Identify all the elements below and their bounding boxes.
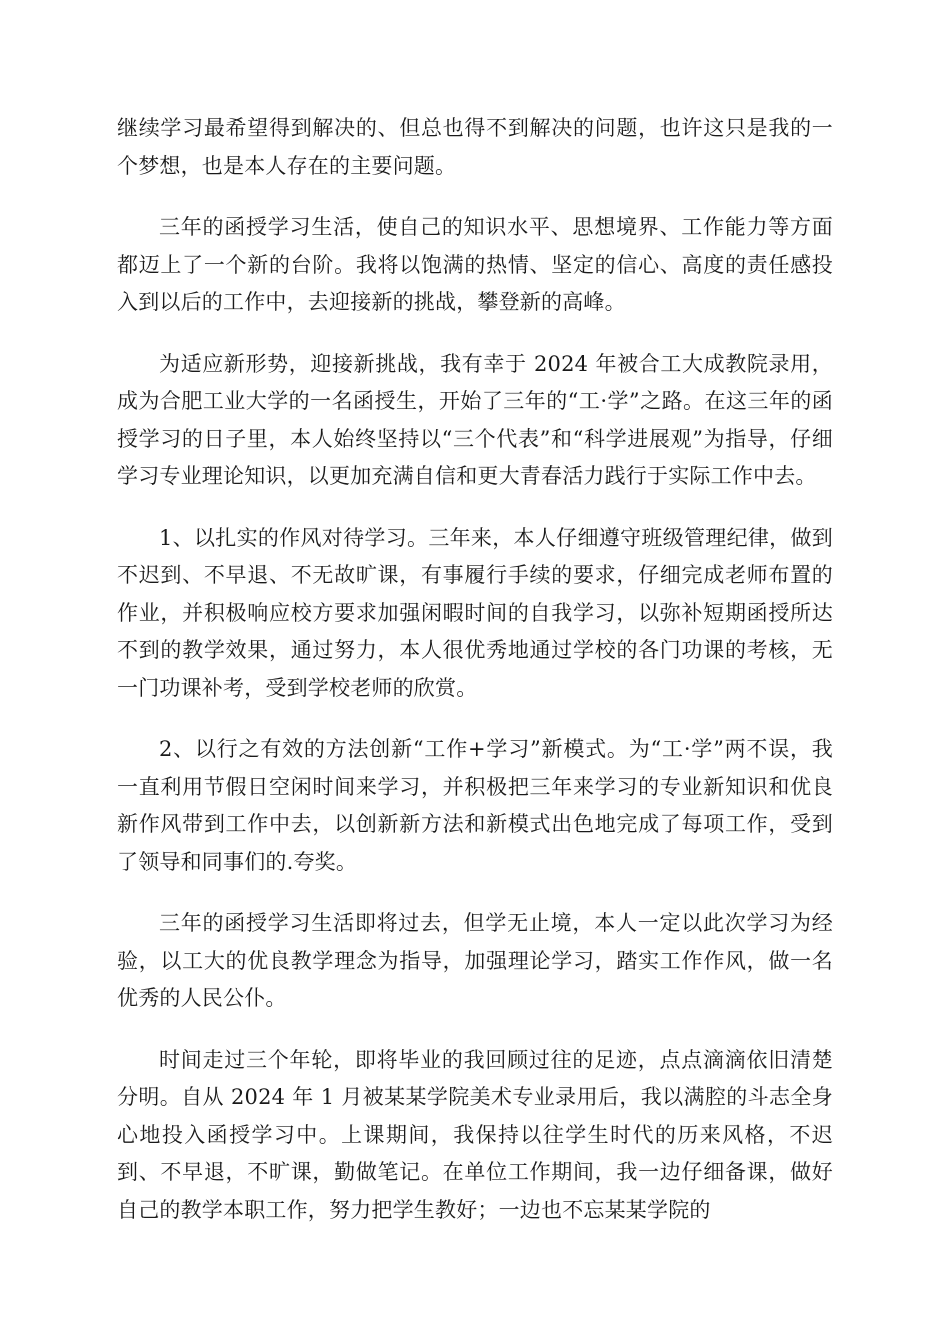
- document-body: [117, 110, 833, 1253]
- paragraph: 为适应新形势，迎接新挑战，我有幸于 2024 年被合工大成教院录用，成为合肥工业大学的一名函授生，开始了三年的“工·学”之路。在这三年的函授学习的日子里，本人始终坚持以“三个代表”和“科学进展观”为指导，仔细学习专业理论知识，以更加充满自信和更大青春活力践行于实际工作中去。: [117, 351, 833, 488]
- paragraph: 三年的函授学习生活，使自己的知识水平、思想境界、工作能力等方面都迈上了一个新的台阶。我将以饱满的热情、坚定的信心、高度的责任感投入到以后的工作中，去迎接新的挑战，攀登新的高峰。: [117, 215, 833, 314]
- paragraph: 2、以行之有效的方法创新“工作+学习”新模式。为“工·学”两不误，我一直利用节假日空闲时间来学习，并积极把三年来学习的专业新知识和优良新作风带到工作中去，以创新新方法和新模式出色地完成了每项工作，受到了领导和同事们的.夸奖。: [117, 737, 833, 874]
- paragraph: 1、以扎实的作风对待学习。三年来，本人仔细遵守班级管理纪律，做到不迟到、不早退、不无故旷课，有事履行手续的要求，仔细完成老师布置的作业，并积极响应校方要求加强闲暇时间的自我学习，以弥补短期函授所达不到的教学效果，通过努力，本人很优秀地通过学校的各门功课的考核，无一门功课补考，受到学校老师的欣赏。: [117, 525, 833, 700]
- paragraph: 时间走过三个年轮，即将毕业的我回顾过往的足迹，点点滴滴依旧清楚分明。自从 2024 年 1 月被某某学院美术专业录用后，我以满腔的斗志全身心地投入函授学习中。上课期间，我保持以往学生时代的历来风格，不迟到、不早退，不旷课，勤做笔记。在单位工作期间，我一边仔细备课，做好自己的教学本职工作，努力把学生教好；一边也不忘某某学院的: [117, 1047, 833, 1222]
- paragraph: 三年的函授学习生活即将过去，但学无止境，本人一定以此次学习为经验，以工大的优良教学理念为指导，加强理论学习，踏实工作作风，做一名优秀的人民公仆。: [117, 911, 833, 1010]
- paragraph: 继续学习最希望得到解决的、但总也得不到解决的问题，也许这只是我的一个梦想，也是本人存在的主要问题。: [117, 116, 833, 178]
